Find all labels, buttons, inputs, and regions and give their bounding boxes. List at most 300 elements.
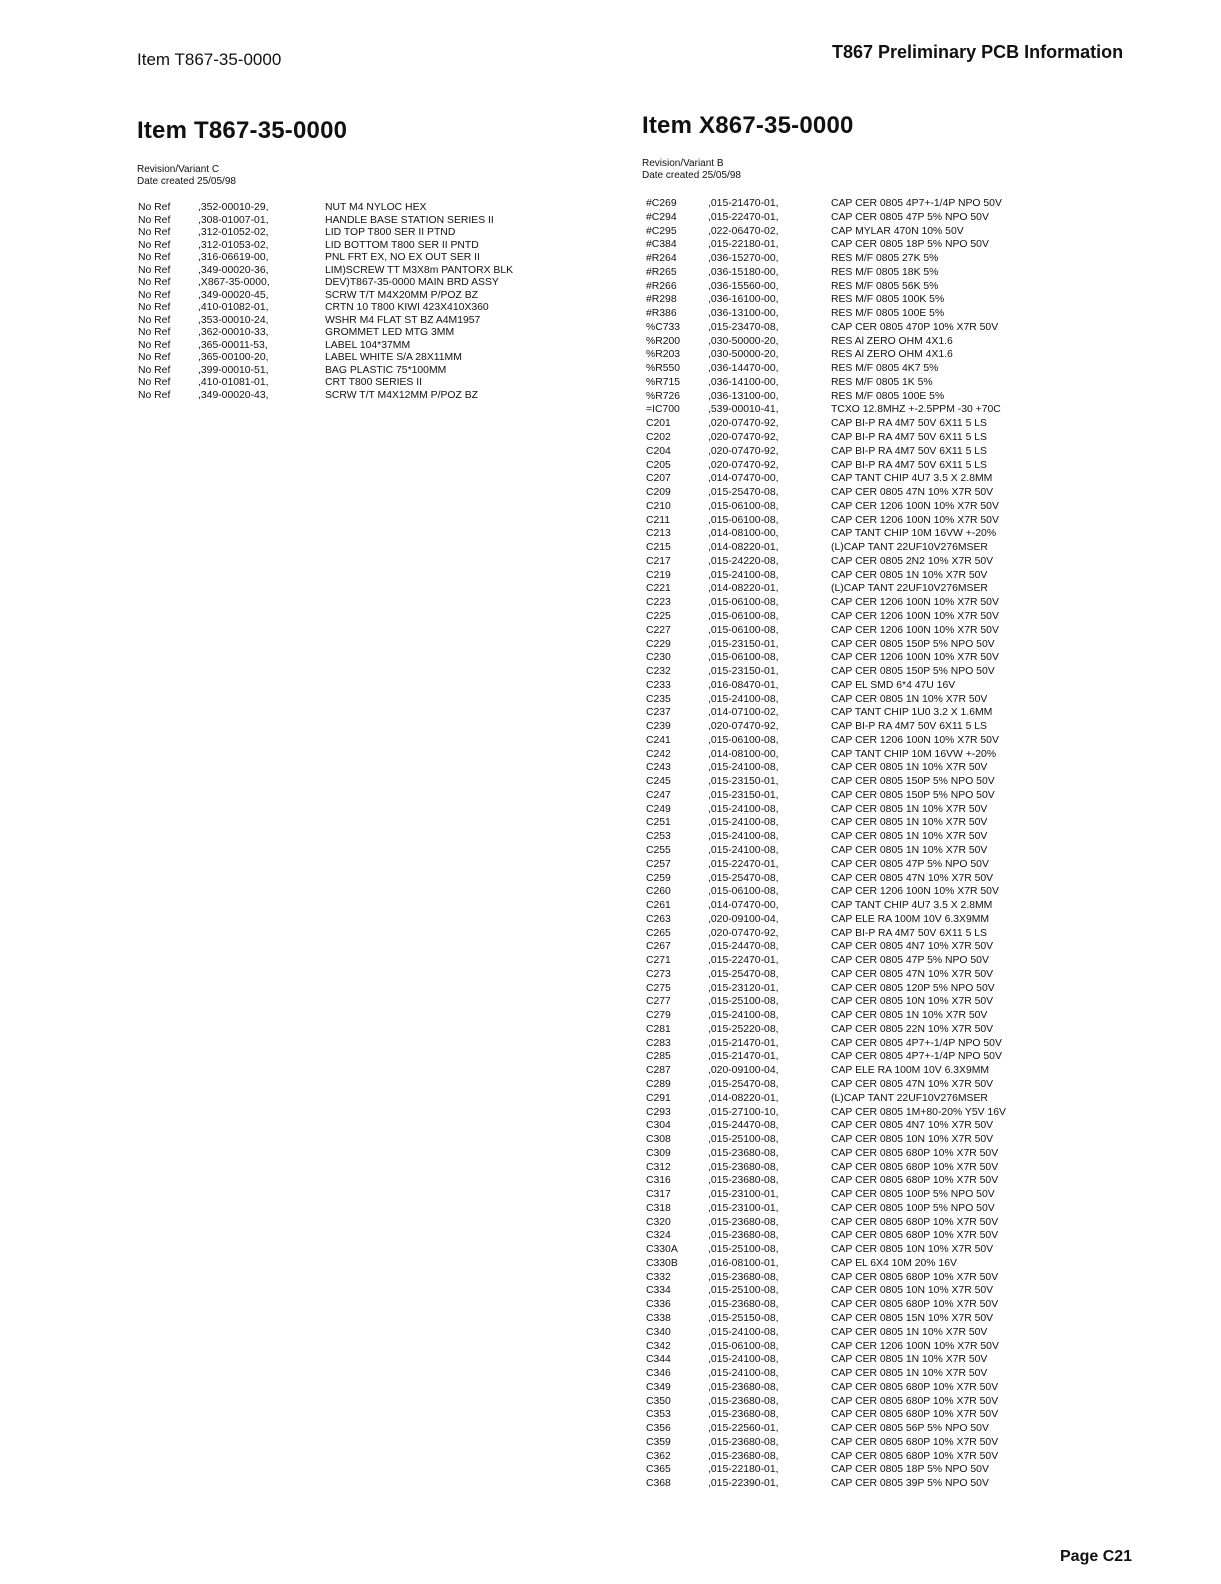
part-ref: C340 xyxy=(646,1326,671,1338)
parts-row xyxy=(646,472,1066,486)
part-description: CAP CER 0805 4P7+-1/4P NPO 50V xyxy=(831,1051,1002,1063)
part-ref: C239 xyxy=(646,721,671,733)
part-ref: =IC700 xyxy=(646,404,680,416)
parts-row xyxy=(646,1161,1066,1175)
part-number: ,352-00010-29, xyxy=(198,202,269,213)
parts-row xyxy=(646,1078,1066,1092)
parts-row xyxy=(646,403,1066,417)
part-number: ,X867-35-0000, xyxy=(198,277,270,288)
parts-row xyxy=(646,1229,1066,1243)
part-number: ,349-00020-43, xyxy=(198,389,269,401)
parts-row xyxy=(646,1381,1066,1395)
parts-row xyxy=(646,211,1066,225)
part-ref: C215 xyxy=(646,542,671,554)
part-number: ,015-06100-08, xyxy=(708,734,779,746)
parts-row xyxy=(646,486,1066,500)
parts-row xyxy=(646,1009,1066,1023)
part-ref: C281 xyxy=(646,1023,671,1035)
part-description: CAP CER 1206 100N 10% X7R 50V xyxy=(831,734,999,746)
part-description: CAP CER 1206 100N 10% X7R 50V xyxy=(831,514,999,526)
part-number: ,036-14470-00, xyxy=(708,363,779,375)
part-ref: C225 xyxy=(646,610,671,622)
part-number: ,015-25100-08, xyxy=(708,1285,779,1297)
part-description: CAP CER 0805 150P 5% NPO 50V xyxy=(831,776,995,788)
part-description: CAP CER 0805 10N 10% X7R 50V xyxy=(831,996,994,1008)
parts-row xyxy=(646,1023,1066,1037)
part-description: CAP CER 0805 680P 10% X7R 50V xyxy=(831,1450,999,1462)
part-ref: #C384 xyxy=(646,239,677,251)
part-ref: C271 xyxy=(646,955,671,967)
parts-row xyxy=(646,569,1066,583)
part-ref: C247 xyxy=(646,789,671,801)
part-number: ,015-06100-08, xyxy=(708,1340,779,1352)
left-section-title: Item T867-35-0000 xyxy=(137,117,348,144)
part-description: DEV)T867-35-0000 MAIN BRD ASSY xyxy=(325,277,499,288)
part-number: ,015-23680-08, xyxy=(708,1299,779,1311)
part-ref: C334 xyxy=(646,1285,671,1297)
part-description: CAP TANT CHIP 4U7 3.5 X 2.8MM xyxy=(831,473,993,485)
part-ref: %R550 xyxy=(646,363,681,375)
part-number: ,362-00010-33, xyxy=(198,327,269,338)
part-description: LIM)SCREW TT M3X8m PANTORX BLK xyxy=(325,264,514,276)
part-ref: C275 xyxy=(646,982,671,994)
part-description: CAP MYLAR 470N 10% 50V xyxy=(831,225,964,237)
part-number: ,015-25220-08, xyxy=(708,1023,779,1035)
parts-row xyxy=(646,238,1066,252)
header-document-title: T867 Preliminary PCB Information xyxy=(832,42,1124,62)
part-ref: C221 xyxy=(646,583,671,595)
part-description: (L)CAP TANT 22UF10V276MSER xyxy=(831,583,988,595)
part-description: CAP ELE RA 100M 10V 6.3X9MM xyxy=(831,1065,990,1077)
part-ref: No Ref xyxy=(138,364,171,376)
part-description: CAP CER 1206 100N 10% X7R 50V xyxy=(831,624,999,636)
part-description: CAP CER 0805 1M+80-20% Y5V 16V xyxy=(831,1106,1006,1118)
part-description: CAP CER 1206 100N 10% X7R 50V xyxy=(831,500,999,512)
part-ref: C350 xyxy=(646,1395,671,1407)
part-number: ,015-23680-08, xyxy=(708,1175,779,1187)
part-number: ,399-00010-51, xyxy=(198,364,269,376)
part-description: CAP TANT CHIP 4U7 3.5 X 2.8MM xyxy=(831,900,993,912)
part-description: CAP BI-P RA 4M7 50V 6X11 5 LS xyxy=(831,459,987,471)
part-description: CAP CER 0805 1N 10% X7R 50V xyxy=(831,1010,988,1022)
parts-row xyxy=(646,1312,1066,1326)
left-parts-list xyxy=(138,202,538,402)
parts-row xyxy=(138,390,538,403)
part-number: ,015-23120-01, xyxy=(708,982,779,994)
part-ref: C241 xyxy=(646,734,671,746)
part-number: ,349-00020-36, xyxy=(198,264,269,276)
parts-row xyxy=(138,227,538,240)
part-ref: No Ref xyxy=(138,389,171,401)
parts-row xyxy=(646,348,1066,362)
part-number: ,015-23680-08, xyxy=(708,1147,779,1159)
part-number: ,015-23680-08, xyxy=(708,1216,779,1228)
part-number: ,015-25470-08, xyxy=(708,968,779,980)
part-number: ,015-24100-08, xyxy=(708,1326,779,1338)
parts-row xyxy=(646,431,1066,445)
left-revision: Revision/Variant C xyxy=(137,164,220,175)
part-number: ,015-23470-08, xyxy=(708,321,779,333)
parts-row xyxy=(646,720,1066,734)
part-ref: C201 xyxy=(646,418,671,430)
part-number: ,015-24100-08, xyxy=(708,817,779,829)
part-ref: No Ref xyxy=(138,339,171,351)
parts-row xyxy=(646,638,1066,652)
parts-row xyxy=(646,1174,1066,1188)
parts-row xyxy=(646,1450,1066,1464)
parts-row xyxy=(138,202,538,215)
part-ref: C217 xyxy=(646,555,671,567)
part-number: ,015-24100-08, xyxy=(708,1354,779,1366)
part-description: CAP CER 0805 1N 10% X7R 50V xyxy=(831,831,988,843)
part-description: CAP CER 0805 680P 10% X7R 50V xyxy=(831,1299,999,1311)
parts-row xyxy=(646,1395,1066,1409)
parts-row xyxy=(138,215,538,228)
parts-row xyxy=(646,679,1066,693)
part-number: ,015-23680-08, xyxy=(708,1450,779,1462)
parts-row xyxy=(646,555,1066,569)
part-description: CAP CER 0805 1N 10% X7R 50V xyxy=(831,1368,988,1380)
part-ref: #R266 xyxy=(646,280,677,292)
part-description: LABEL WHITE S/A 28X11MM xyxy=(325,352,462,363)
parts-row xyxy=(646,1106,1066,1120)
part-number: ,015-25470-08, xyxy=(708,872,779,884)
part-description: CRT T800 SERIES II xyxy=(325,377,423,388)
part-ref: No Ref xyxy=(138,289,171,301)
part-description: CAP CER 0805 4N7 10% X7R 50V xyxy=(831,1120,994,1132)
part-description: CAP CER 0805 47N 10% X7R 50V xyxy=(831,872,994,884)
part-description: LABEL 104*37MM xyxy=(325,339,411,351)
part-number: ,015-23680-08, xyxy=(708,1161,779,1173)
parts-row xyxy=(138,377,538,390)
part-ref: C209 xyxy=(646,487,671,499)
part-description: CAP CER 1206 100N 10% X7R 50V xyxy=(831,652,999,664)
part-number: ,015-22470-01, xyxy=(708,211,779,223)
parts-row xyxy=(646,252,1066,266)
parts-row xyxy=(646,1353,1066,1367)
part-number: ,030-50000-20, xyxy=(708,349,779,361)
part-number: ,349-00020-45, xyxy=(198,289,269,301)
part-number: ,365-00100-20, xyxy=(198,352,269,363)
parts-row xyxy=(138,265,538,278)
parts-row xyxy=(646,816,1066,830)
parts-row xyxy=(646,1147,1066,1161)
part-description: CAP CER 0805 680P 10% X7R 50V xyxy=(831,1147,999,1159)
parts-row xyxy=(646,954,1066,968)
parts-row xyxy=(646,1422,1066,1436)
part-number: ,020-07470-92, xyxy=(708,721,779,733)
part-number: ,015-25150-08, xyxy=(708,1313,779,1325)
part-description: CAP CER 0805 1N 10% X7R 50V xyxy=(831,803,988,815)
parts-row xyxy=(646,872,1066,886)
parts-row xyxy=(646,803,1066,817)
part-number: ,353-00010-24, xyxy=(198,314,269,326)
parts-row xyxy=(646,899,1066,913)
left-date-created: Date created 25/05/98 xyxy=(137,176,236,187)
part-description: BAG PLASTIC 75*100MM xyxy=(325,364,447,376)
part-ref: C273 xyxy=(646,968,671,980)
parts-row xyxy=(646,706,1066,720)
parts-row xyxy=(646,1436,1066,1450)
part-description: CAP CER 1206 100N 10% X7R 50V xyxy=(831,886,999,898)
part-ref: C324 xyxy=(646,1230,671,1242)
part-number: ,410-01082-01, xyxy=(198,302,269,313)
parts-row xyxy=(138,315,538,328)
part-number: ,015-22560-01, xyxy=(708,1423,779,1435)
part-ref: C243 xyxy=(646,762,671,774)
part-ref: %R200 xyxy=(646,335,681,347)
part-number: ,014-07470-00, xyxy=(708,473,779,485)
part-ref: #R264 xyxy=(646,253,677,265)
right-section-meta xyxy=(642,158,741,182)
part-ref: C289 xyxy=(646,1079,671,1090)
part-number: ,015-25470-08, xyxy=(708,1079,779,1090)
part-ref: C229 xyxy=(646,638,671,650)
part-number: ,036-15560-00, xyxy=(708,280,779,292)
parts-row xyxy=(646,1298,1066,1312)
part-number: ,015-24100-08, xyxy=(708,1368,779,1380)
part-ref: No Ref xyxy=(138,352,171,363)
part-description: CAP CER 0805 150P 5% NPO 50V xyxy=(831,638,995,650)
parts-row xyxy=(138,252,538,265)
parts-row xyxy=(138,290,538,303)
parts-row xyxy=(138,327,538,340)
part-description: CAP CER 0805 680P 10% X7R 50V xyxy=(831,1409,999,1421)
part-description: RES M/F 0805 100E 5% xyxy=(831,390,945,402)
part-ref: C277 xyxy=(646,996,671,1008)
right-date-created: Date created 25/05/98 xyxy=(642,170,741,181)
part-description: CAP CER 0805 18P 5% NPO 50V xyxy=(831,239,989,251)
part-number: ,015-22470-01, xyxy=(708,955,779,967)
part-ref: C219 xyxy=(646,569,671,581)
part-number: ,015-23680-08, xyxy=(708,1230,779,1242)
part-description: CAP BI-P RA 4M7 50V 6X11 5 LS xyxy=(831,721,987,733)
part-number: ,036-13100-00, xyxy=(708,308,779,320)
part-description: CAP CER 0805 47N 10% X7R 50V xyxy=(831,968,994,980)
parts-row xyxy=(646,885,1066,899)
part-ref: C318 xyxy=(646,1202,671,1214)
part-number: ,312-01052-02, xyxy=(198,227,269,238)
part-description: CAP CER 0805 1N 10% X7R 50V xyxy=(831,1326,988,1338)
part-description: CAP CER 0805 22N 10% X7R 50V xyxy=(831,1023,994,1035)
part-description: RES Al ZERO OHM 4X1.6 xyxy=(831,349,953,361)
part-description: CAP CER 0805 47P 5% NPO 50V xyxy=(831,955,989,967)
part-ref: No Ref xyxy=(138,302,171,313)
part-description: CAP BI-P RA 4M7 50V 6X11 5 LS xyxy=(831,927,987,939)
part-number: ,015-24100-08, xyxy=(708,569,779,581)
part-description: RES M/F 0805 56K 5% xyxy=(831,280,939,292)
part-ref: C368 xyxy=(646,1478,671,1490)
part-ref: C279 xyxy=(646,1010,671,1022)
part-description: CAP CER 0805 15N 10% X7R 50V xyxy=(831,1313,994,1325)
part-ref: C210 xyxy=(646,500,671,512)
part-number: ,015-06100-08, xyxy=(708,514,779,526)
part-description: CAP TANT CHIP 1U0 3.2 X 1.6MM xyxy=(831,707,993,719)
part-description: RES M/F 0805 100E 5% xyxy=(831,308,945,320)
part-description: CAP CER 0805 4P7+-1/4P NPO 50V xyxy=(831,198,1002,209)
parts-row xyxy=(646,266,1066,280)
part-description: CAP TANT CHIP 10M 16VW +-20% xyxy=(831,528,997,540)
part-ref: No Ref xyxy=(138,214,171,226)
part-number: ,014-08220-01, xyxy=(708,583,779,595)
part-ref: C251 xyxy=(646,817,671,829)
part-ref: #C295 xyxy=(646,225,677,237)
part-number: ,030-50000-20, xyxy=(708,335,779,347)
part-description: CAP CER 0805 120P 5% NPO 50V xyxy=(831,982,995,994)
part-description: RES M/F 0805 4K7 5% xyxy=(831,363,939,375)
part-description: CAP CER 0805 100P 5% NPO 50V xyxy=(831,1202,995,1214)
part-description: CAP CER 0805 680P 10% X7R 50V xyxy=(831,1436,999,1448)
part-ref: C304 xyxy=(646,1120,671,1132)
parts-row xyxy=(646,1050,1066,1064)
part-description: CAP CER 0805 680P 10% X7R 50V xyxy=(831,1161,999,1173)
part-ref: C205 xyxy=(646,459,671,471)
part-description: (L)CAP TANT 22UF10V276MSER xyxy=(831,1092,988,1104)
part-description: CAP CER 0805 10N 10% X7R 50V xyxy=(831,1285,994,1297)
part-number: ,015-27100-10, xyxy=(708,1106,779,1118)
part-description: CAP CER 0805 680P 10% X7R 50V xyxy=(831,1230,999,1242)
part-ref: No Ref xyxy=(138,314,171,326)
part-number: ,015-24100-08, xyxy=(708,1010,779,1022)
part-number: ,015-23680-08, xyxy=(708,1436,779,1448)
parts-row xyxy=(138,240,538,253)
part-ref: No Ref xyxy=(138,202,171,213)
part-number: ,539-00010-41, xyxy=(708,404,779,416)
parts-row xyxy=(646,280,1066,294)
part-ref: No Ref xyxy=(138,327,171,338)
part-number: ,410-01081-01, xyxy=(198,377,269,388)
parts-row xyxy=(646,1463,1066,1477)
part-description: CAP CER 0805 680P 10% X7R 50V xyxy=(831,1175,999,1187)
part-description: CAP CER 0805 47P 5% NPO 50V xyxy=(831,211,989,223)
part-ref: C330A xyxy=(646,1244,678,1256)
part-description: CAP CER 0805 1N 10% X7R 50V xyxy=(831,1354,988,1366)
parts-row xyxy=(646,390,1066,404)
part-description: CAP CER 0805 1N 10% X7R 50V xyxy=(831,817,988,829)
part-ref: C260 xyxy=(646,886,671,898)
parts-row xyxy=(646,693,1066,707)
part-number: ,014-08100-00, xyxy=(708,528,779,540)
part-number: ,015-24100-08, xyxy=(708,762,779,774)
parts-row xyxy=(646,1064,1066,1078)
part-description: LID TOP T800 SER II PTND xyxy=(325,227,456,238)
part-description: RES M/F 0805 1K 5% xyxy=(831,376,933,388)
part-ref: No Ref xyxy=(138,239,171,251)
parts-row xyxy=(646,1340,1066,1354)
part-ref: C259 xyxy=(646,872,671,884)
parts-row xyxy=(646,858,1066,872)
parts-row xyxy=(646,1326,1066,1340)
right-section-title: Item X867-35-0000 xyxy=(642,112,854,139)
part-number: ,015-23100-01, xyxy=(708,1189,779,1201)
parts-row xyxy=(646,1202,1066,1216)
part-number: ,015-06100-08, xyxy=(708,597,779,609)
parts-row xyxy=(646,321,1066,335)
part-ref: #R265 xyxy=(646,266,677,278)
part-ref: #C269 xyxy=(646,198,677,209)
part-description: GROMMET LED MTG 3MM xyxy=(325,327,455,338)
part-number: ,015-23150-01, xyxy=(708,789,779,801)
part-ref: No Ref xyxy=(138,252,171,263)
parts-row xyxy=(646,982,1066,996)
part-ref: C342 xyxy=(646,1340,671,1352)
part-description: CAP CER 1206 100N 10% X7R 50V xyxy=(831,610,999,622)
part-number: ,020-09100-04, xyxy=(708,913,779,925)
part-ref: #R298 xyxy=(646,294,677,306)
part-number: ,015-22390-01, xyxy=(708,1478,779,1490)
part-ref: C291 xyxy=(646,1092,671,1104)
parts-row xyxy=(646,1257,1066,1271)
part-description: CAP CER 0805 10N 10% X7R 50V xyxy=(831,1244,994,1256)
parts-row xyxy=(646,293,1066,307)
part-number: ,020-07470-92, xyxy=(708,459,779,471)
parts-row xyxy=(646,362,1066,376)
part-number: ,015-21470-01, xyxy=(708,1051,779,1063)
part-description: (L)CAP TANT 22UF10V276MSER xyxy=(831,542,988,554)
part-number: ,015-23680-08, xyxy=(708,1271,779,1283)
parts-row xyxy=(646,459,1066,473)
parts-row xyxy=(646,830,1066,844)
part-ref: C344 xyxy=(646,1354,671,1366)
part-ref: C346 xyxy=(646,1368,671,1380)
part-number: ,036-14100-00, xyxy=(708,376,779,388)
parts-row xyxy=(138,302,538,315)
part-number: ,015-24100-08, xyxy=(708,803,779,815)
part-ref: C362 xyxy=(646,1450,671,1462)
part-number: ,014-07470-00, xyxy=(708,900,779,912)
part-description: SCRW T/T M4X12MM P/POZ BZ xyxy=(325,389,478,401)
part-number: ,015-23150-01, xyxy=(708,776,779,788)
part-ref: C320 xyxy=(646,1216,671,1228)
part-ref: C312 xyxy=(646,1161,671,1173)
part-ref: C255 xyxy=(646,844,671,856)
part-ref: C308 xyxy=(646,1134,671,1146)
parts-row xyxy=(646,197,1066,211)
part-number: ,015-23680-08, xyxy=(708,1409,779,1421)
part-number: ,014-08100-00, xyxy=(708,748,779,760)
part-ref: C223 xyxy=(646,597,671,609)
part-description: CAP CER 0805 1N 10% X7R 50V xyxy=(831,693,988,705)
part-number: ,015-25470-08, xyxy=(708,487,779,499)
part-ref: C316 xyxy=(646,1175,671,1187)
part-number: ,015-24220-08, xyxy=(708,555,779,567)
part-description: CRTN 10 T800 KIWI 423X410X360 xyxy=(325,302,489,313)
part-number: ,015-23680-08, xyxy=(708,1381,779,1393)
part-number: ,015-23680-08, xyxy=(708,1395,779,1407)
part-description: PNL FRT EX, NO EX OUT SER II xyxy=(325,252,480,263)
part-number: ,015-24470-08, xyxy=(708,1120,779,1132)
part-ref: C249 xyxy=(646,803,671,815)
part-number: ,036-15180-00, xyxy=(708,266,779,278)
part-description: CAP CER 0805 4N7 10% X7R 50V xyxy=(831,941,994,953)
parts-row xyxy=(646,761,1066,775)
part-ref: C237 xyxy=(646,707,671,719)
part-description: CAP CER 0805 39P 5% NPO 50V xyxy=(831,1478,989,1490)
page-number: Page C21 xyxy=(1060,1548,1133,1565)
part-number: ,365-00011-53, xyxy=(198,339,268,351)
part-number: ,015-06100-08, xyxy=(708,610,779,622)
part-ref: C267 xyxy=(646,941,671,953)
part-description: SCRW T/T M4X20MM P/POZ BZ xyxy=(325,289,478,301)
part-description: CAP CER 1206 100N 10% X7R 50V xyxy=(831,1340,999,1352)
part-description: CAP CER 0805 47N 10% X7R 50V xyxy=(831,487,994,499)
part-number: ,015-06100-08, xyxy=(708,886,779,898)
parts-row xyxy=(138,277,538,290)
parts-row xyxy=(646,748,1066,762)
part-number: ,015-23150-01, xyxy=(708,638,779,650)
parts-row xyxy=(646,844,1066,858)
part-ref: C213 xyxy=(646,528,671,540)
